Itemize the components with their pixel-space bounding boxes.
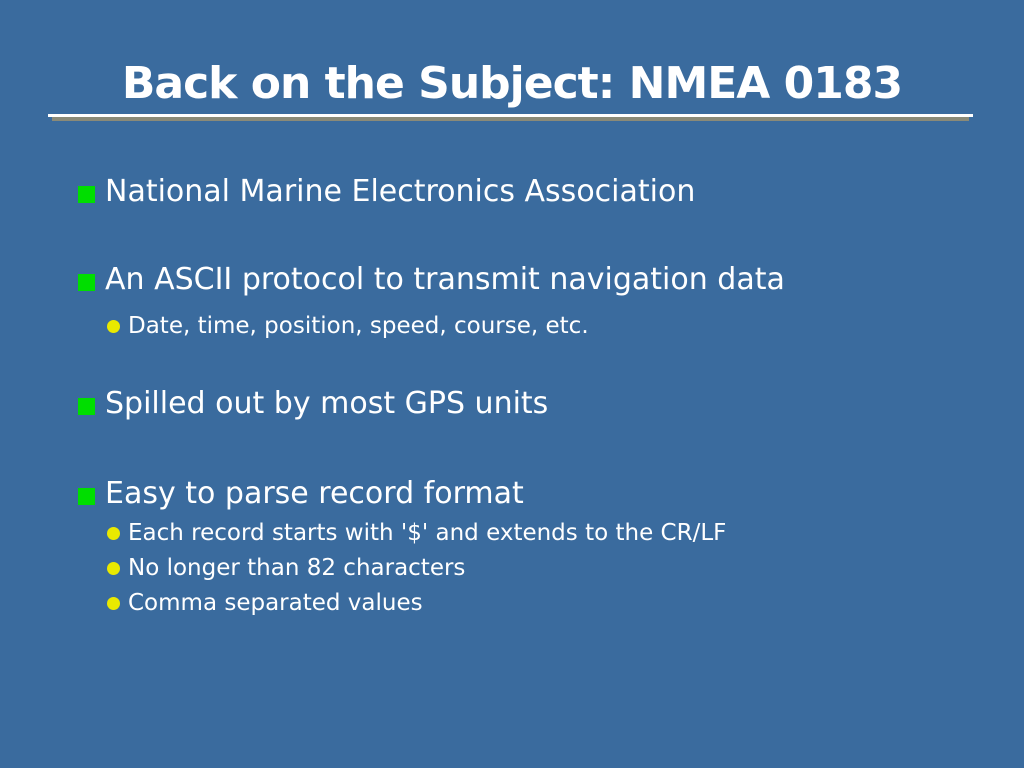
square-bullet-icon <box>78 274 95 291</box>
bullet-text: National Marine Electronics Association <box>105 174 696 209</box>
bullet-item <box>0 260 1024 300</box>
square-bullet-icon <box>78 488 95 505</box>
sub-bullet-text: Comma separated values <box>128 590 423 616</box>
sub-bullet-text: No longer than 82 characters <box>128 555 466 581</box>
title-underline <box>48 114 973 117</box>
bullet-text: An ASCII protocol to transmit navigation data <box>105 262 785 297</box>
title-underline-shadow <box>52 117 969 121</box>
sub-bullet-item <box>0 516 1024 551</box>
square-bullet-icon <box>78 186 95 203</box>
dot-bullet-icon <box>107 562 120 575</box>
square-bullet-icon <box>78 398 95 415</box>
bullet-text: Spilled out by most GPS units <box>105 386 549 421</box>
bullet-item <box>0 474 1024 514</box>
sub-bullet-item <box>0 586 1024 621</box>
sub-bullet-text: Date, time, position, speed, course, etc. <box>128 313 589 339</box>
slide-title: Back on the Subject: NMEA 0183 <box>121 58 903 109</box>
bullet-text: Easy to parse record format <box>105 476 524 511</box>
dot-bullet-icon <box>107 527 120 540</box>
bullet-item <box>0 172 1024 212</box>
dot-bullet-icon <box>107 597 120 610</box>
dot-bullet-icon <box>107 320 120 333</box>
sub-bullet-item <box>0 309 1024 344</box>
sub-bullet-item <box>0 551 1024 586</box>
sub-bullet-text: Each record starts with '$' and extends to the CR/LF <box>128 520 727 546</box>
bullet-item <box>0 384 1024 424</box>
